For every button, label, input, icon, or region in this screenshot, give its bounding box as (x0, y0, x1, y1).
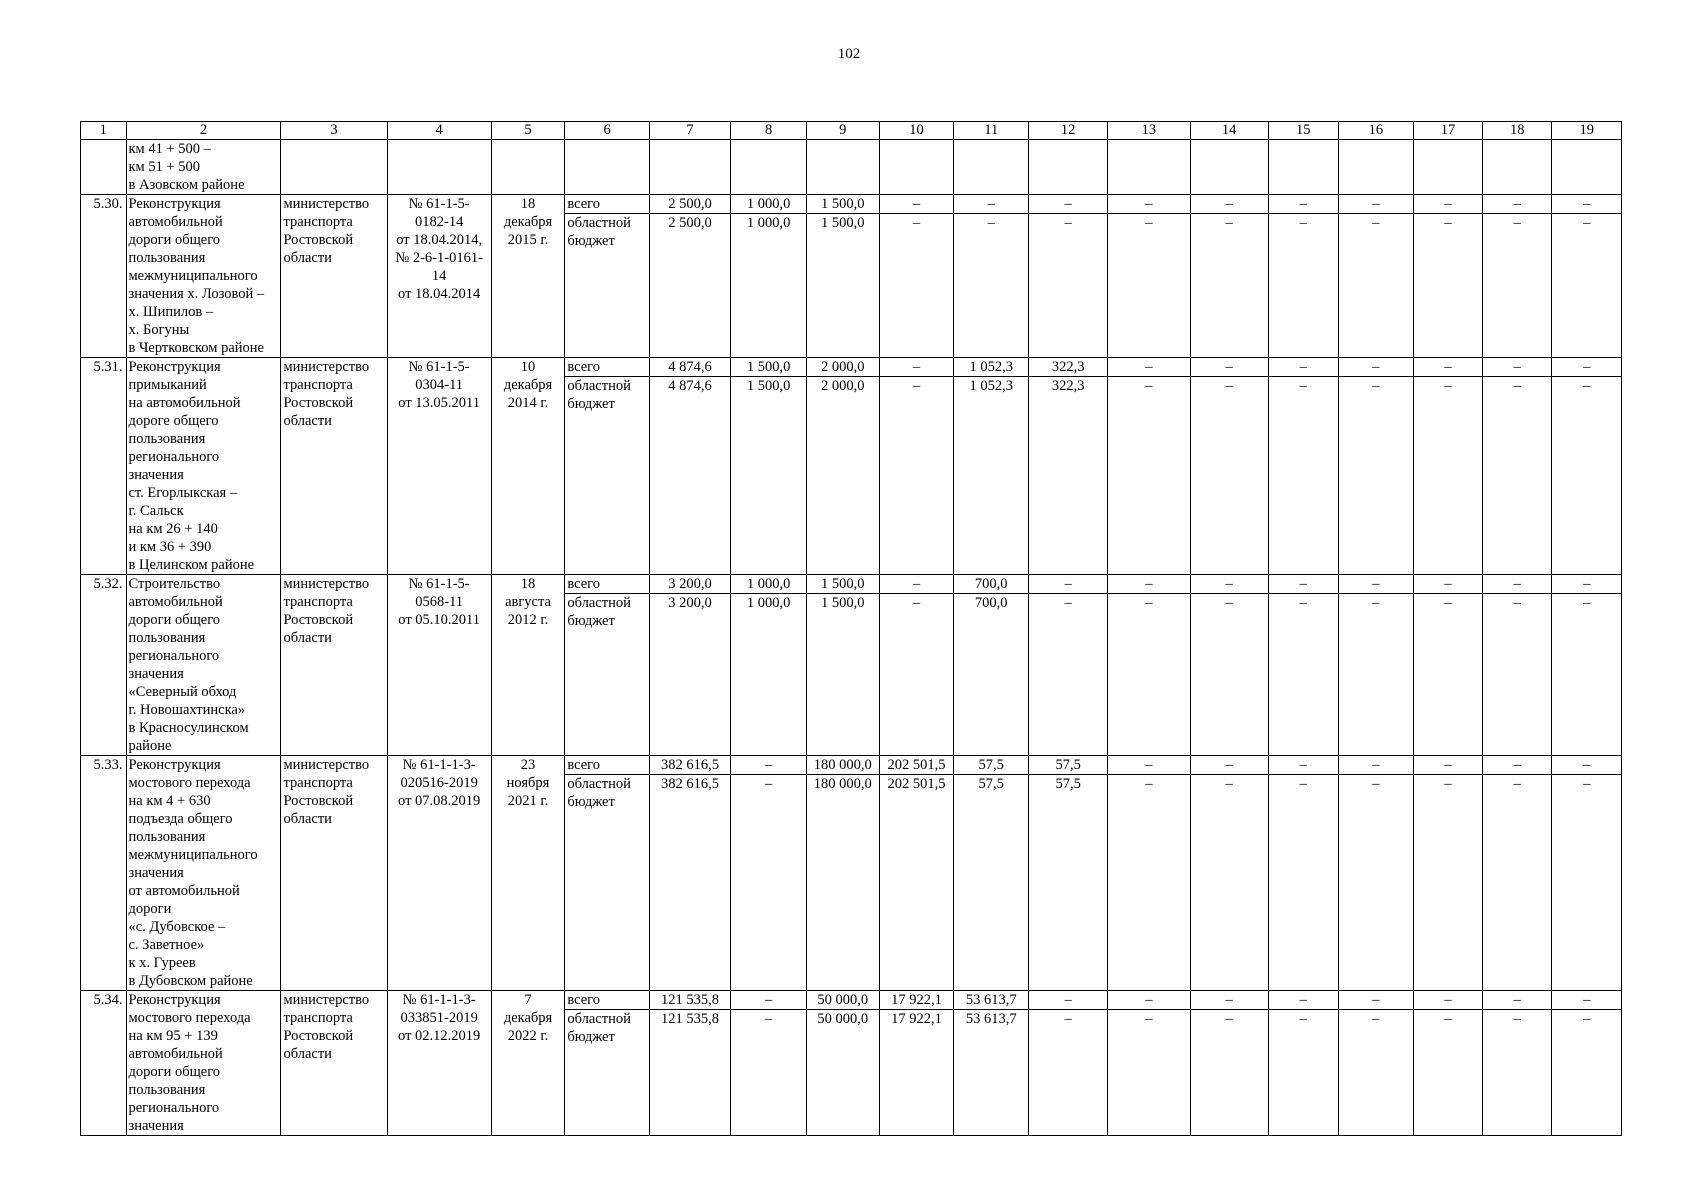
amount-cell: 180 000,0 (806, 775, 879, 991)
amount-cell: – (1268, 377, 1338, 575)
amount-cell: – (1190, 377, 1268, 575)
amount-cell: – (1483, 214, 1552, 358)
investment-table (80, 121, 1622, 1136)
amount-cell: – (731, 756, 807, 775)
amount-cell: 180 000,0 (806, 756, 879, 775)
amount-cell: 202 501,5 (879, 775, 954, 991)
amount-cell: – (1029, 1010, 1108, 1136)
column-number-header: 16 (1339, 122, 1414, 140)
amount-cell: – (1190, 358, 1268, 377)
amount-cell: – (1029, 195, 1108, 214)
column-number-header: 19 (1552, 122, 1622, 140)
amount-cell: – (1190, 195, 1268, 214)
row-number: 5.31. (81, 358, 127, 575)
table-cell (1190, 140, 1268, 195)
amount-cell: – (1483, 377, 1552, 575)
object-name: Реконструкция автомобильной дороги общего пользования межмуниципального значения х. Лозовой – х. Шипилов – х. Богуны в Чертковском районе (126, 195, 281, 358)
amount-cell: 1 000,0 (731, 594, 807, 756)
object-name: Реконструкция примыканий на автомобильной дороге общего пользования регионального значения ст. Егорлыкская – г. Сальск на км 26 + 140 и км 36 + 390 в Целинском районе (126, 358, 281, 575)
amount-cell: – (1413, 358, 1482, 377)
column-number-header: 14 (1190, 122, 1268, 140)
amount-cell: 121 535,8 (649, 1010, 730, 1136)
table-cell (1268, 140, 1338, 195)
column-number-header: 15 (1268, 122, 1338, 140)
amount-cell: – (1339, 775, 1414, 991)
funding-source-regional: областной бюджет (565, 377, 650, 575)
object-name: Реконструкция мостового перехода на км 4 + 630 подъезда общего пользования межмуниципального значения от автомобильной дороги «с. Дубовское – с. Заветное» к х. Гуреев в Дубовском районе (126, 756, 281, 991)
amount-cell: 17 922,1 (879, 1010, 954, 1136)
amount-cell: – (1339, 575, 1414, 594)
amount-cell: – (1483, 775, 1552, 991)
table-cell (1483, 140, 1552, 195)
amount-cell: – (1108, 195, 1190, 214)
column-number-header: 18 (1483, 122, 1552, 140)
funding-source-regional: областной бюджет (565, 594, 650, 756)
amount-cell: – (1190, 775, 1268, 991)
amount-cell: – (1339, 195, 1414, 214)
amount-cell: 57,5 (954, 756, 1029, 775)
funding-source-total: всего (565, 195, 650, 214)
amount-cell: 4 874,6 (649, 377, 730, 575)
table-cell (1339, 140, 1414, 195)
funding-source-regional: областной бюджет (565, 214, 650, 358)
table-cell (1413, 140, 1482, 195)
customer: министерство транспорта Ростовской области (281, 358, 387, 575)
amount-cell: – (1108, 775, 1190, 991)
amount-cell: – (1108, 594, 1190, 756)
table-cell (806, 140, 879, 195)
amount-cell: – (1483, 756, 1552, 775)
column-number-header: 6 (565, 122, 650, 140)
amount-cell: – (1552, 195, 1622, 214)
amount-cell: – (1190, 214, 1268, 358)
amount-cell: 57,5 (1029, 756, 1108, 775)
completion-date: 23 ноября 2021 г. (491, 756, 565, 991)
amount-cell: – (1552, 775, 1622, 991)
amount-cell: – (1552, 594, 1622, 756)
amount-cell: – (1413, 195, 1482, 214)
object-name: Реконструкция мостового перехода на км 95 + 139 автомобильной дороги общего пользования регионального значения (126, 991, 281, 1136)
amount-cell: – (1108, 214, 1190, 358)
amount-cell: 2 500,0 (649, 195, 730, 214)
column-number-header: 4 (387, 122, 491, 140)
funding-source-regional: областной бюджет (565, 1010, 650, 1136)
amount-cell: – (1190, 575, 1268, 594)
table-cell (879, 140, 954, 195)
amount-cell: 1 500,0 (806, 214, 879, 358)
row-number: 5.34. (81, 991, 127, 1136)
amount-cell: – (879, 377, 954, 575)
amount-cell: – (1339, 594, 1414, 756)
amount-cell: 2 500,0 (649, 214, 730, 358)
table-row (81, 991, 1622, 1010)
amount-cell: 1 000,0 (731, 575, 807, 594)
amount-cell: – (1108, 575, 1190, 594)
amount-cell: – (1190, 756, 1268, 775)
amount-cell: – (1268, 775, 1338, 991)
column-number-header: 8 (731, 122, 807, 140)
amount-cell: – (1483, 358, 1552, 377)
amount-cell: – (1413, 991, 1482, 1010)
table-cell (565, 140, 650, 195)
amount-cell: – (731, 1010, 807, 1136)
amount-cell: – (1483, 575, 1552, 594)
amount-cell: 3 200,0 (649, 594, 730, 756)
amount-cell: – (1108, 756, 1190, 775)
column-number-header: 5 (491, 122, 565, 140)
expertise-document: № 61-1-5- 0182-14 от 18.04.2014, № 2-6-1-0161- 14 от 18.04.2014 (387, 195, 491, 358)
table-cell (387, 140, 491, 195)
amount-cell: 1 052,3 (954, 377, 1029, 575)
table-cell (1029, 140, 1108, 195)
amount-cell: 1 500,0 (731, 358, 807, 377)
amount-cell: – (1339, 358, 1414, 377)
funding-source-total: всего (565, 756, 650, 775)
column-number-header: 9 (806, 122, 879, 140)
amount-cell: 700,0 (954, 575, 1029, 594)
amount-cell: – (954, 195, 1029, 214)
amount-cell: 1 500,0 (731, 377, 807, 575)
column-number-header: 3 (281, 122, 387, 140)
amount-cell: – (1413, 377, 1482, 575)
amount-cell: 2 000,0 (806, 358, 879, 377)
amount-cell: – (1413, 756, 1482, 775)
amount-cell: – (1413, 1010, 1482, 1136)
amount-cell: – (1552, 575, 1622, 594)
amount-cell: – (1108, 358, 1190, 377)
amount-cell: 1 500,0 (806, 575, 879, 594)
column-number-header: 11 (954, 122, 1029, 140)
amount-cell: – (1339, 756, 1414, 775)
amount-cell: – (1029, 991, 1108, 1010)
amount-cell: 3 200,0 (649, 575, 730, 594)
object-name: Строительство автомобильной дороги общего пользования регионального значения «Северный обход г. Новошахтинска» в Красносулинском районе (126, 575, 281, 756)
amount-cell: – (1029, 575, 1108, 594)
table-row (81, 195, 1622, 214)
column-number-header: 17 (1413, 122, 1482, 140)
expertise-document: № 61-1-1-3- 020516-2019 от 07.08.2019 (387, 756, 491, 991)
amount-cell: 322,3 (1029, 377, 1108, 575)
amount-cell: – (1268, 1010, 1338, 1136)
amount-cell: 382 616,5 (649, 756, 730, 775)
amount-cell: 322,3 (1029, 358, 1108, 377)
column-number-header: 7 (649, 122, 730, 140)
page-number: 102 (837, 46, 861, 62)
amount-cell: – (1268, 214, 1338, 358)
funding-source-total: всего (565, 358, 650, 377)
amount-cell: 121 535,8 (649, 991, 730, 1010)
amount-cell: – (1413, 214, 1482, 358)
amount-cell: – (1268, 358, 1338, 377)
column-number-header: 12 (1029, 122, 1108, 140)
expertise-document: № 61-1-5- 0304-11 от 13.05.2011 (387, 358, 491, 575)
amount-cell: – (879, 575, 954, 594)
amount-cell: – (1339, 1010, 1414, 1136)
table-row (81, 756, 1622, 775)
completion-date: 18 августа 2012 г. (491, 575, 565, 756)
table-cell (1108, 140, 1190, 195)
amount-cell: 50 000,0 (806, 991, 879, 1010)
amount-cell: – (1339, 991, 1414, 1010)
table-cell (1552, 140, 1622, 195)
amount-cell: – (1483, 594, 1552, 756)
amount-cell: 53 613,7 (954, 991, 1029, 1010)
amount-cell: 57,5 (1029, 775, 1108, 991)
amount-cell: – (879, 195, 954, 214)
amount-cell: 202 501,5 (879, 756, 954, 775)
amount-cell: – (1268, 991, 1338, 1010)
amount-cell: – (1268, 756, 1338, 775)
amount-cell: – (1552, 991, 1622, 1010)
completion-date: 18 декабря 2015 г. (491, 195, 565, 358)
amount-cell: – (879, 358, 954, 377)
amount-cell: – (1339, 377, 1414, 575)
customer: министерство транспорта Ростовской области (281, 195, 387, 358)
amount-cell: – (1268, 195, 1338, 214)
amount-cell: – (1029, 594, 1108, 756)
amount-cell: – (1268, 594, 1338, 756)
column-number-header: 10 (879, 122, 954, 140)
amount-cell: – (1413, 594, 1482, 756)
funding-source-total: всего (565, 991, 650, 1010)
amount-cell: 2 000,0 (806, 377, 879, 575)
amount-cell: – (1552, 1010, 1622, 1136)
amount-cell: – (1339, 214, 1414, 358)
amount-cell: – (1413, 575, 1482, 594)
column-number-header: 1 (81, 122, 127, 140)
amount-cell: – (1190, 1010, 1268, 1136)
amount-cell: 700,0 (954, 594, 1029, 756)
table-cell (954, 140, 1029, 195)
amount-cell: 1 052,3 (954, 358, 1029, 377)
row-number: 5.33. (81, 756, 127, 991)
column-number-header: 2 (126, 122, 281, 140)
amount-cell: 53 613,7 (954, 1010, 1029, 1136)
amount-cell: – (731, 991, 807, 1010)
amount-cell: – (731, 775, 807, 991)
amount-cell: 382 616,5 (649, 775, 730, 991)
table-cell (649, 140, 730, 195)
amount-cell: – (1108, 377, 1190, 575)
amount-cell: – (954, 214, 1029, 358)
amount-cell: – (879, 214, 954, 358)
amount-cell: 1 500,0 (806, 594, 879, 756)
column-number-header: 13 (1108, 122, 1190, 140)
amount-cell: – (1190, 594, 1268, 756)
object-name-continuation: км 41 + 500 – км 51 + 500 в Азовском районе (126, 140, 281, 195)
table-row (81, 575, 1622, 594)
table-cell (81, 140, 127, 195)
customer: министерство транспорта Ростовской области (281, 991, 387, 1136)
amount-cell: – (1029, 214, 1108, 358)
amount-cell: – (1413, 775, 1482, 991)
amount-cell: – (1108, 1010, 1190, 1136)
amount-cell: 50 000,0 (806, 1010, 879, 1136)
header-row (81, 122, 1622, 140)
continuation-row (81, 140, 1622, 195)
amount-cell: – (1552, 756, 1622, 775)
table-cell (731, 140, 807, 195)
amount-cell: – (1552, 358, 1622, 377)
amount-cell: – (1108, 991, 1190, 1010)
amount-cell: 1 500,0 (806, 195, 879, 214)
table-row (81, 358, 1622, 377)
amount-cell: 1 000,0 (731, 214, 807, 358)
amount-cell: – (1483, 1010, 1552, 1136)
amount-cell: – (1483, 991, 1552, 1010)
amount-cell: – (1190, 991, 1268, 1010)
amount-cell: – (1268, 575, 1338, 594)
amount-cell: – (1552, 377, 1622, 575)
funding-source-total: всего (565, 575, 650, 594)
completion-date: 10 декабря 2014 г. (491, 358, 565, 575)
funding-source-regional: областной бюджет (565, 775, 650, 991)
customer: министерство транспорта Ростовской области (281, 575, 387, 756)
amount-cell: – (1483, 195, 1552, 214)
amount-cell: 57,5 (954, 775, 1029, 991)
completion-date: 7 декабря 2022 г. (491, 991, 565, 1136)
amount-cell: – (879, 594, 954, 756)
customer: министерство транспорта Ростовской области (281, 756, 387, 991)
table-cell (281, 140, 387, 195)
amount-cell: 1 000,0 (731, 195, 807, 214)
amount-cell: 17 922,1 (879, 991, 954, 1010)
table-cell (491, 140, 565, 195)
row-number: 5.32. (81, 575, 127, 756)
row-number: 5.30. (81, 195, 127, 358)
amount-cell: 4 874,6 (649, 358, 730, 377)
expertise-document: № 61-1-1-3- 033851-2019 от 02.12.2019 (387, 991, 491, 1136)
amount-cell: – (1552, 214, 1622, 358)
expertise-document: № 61-1-5- 0568-11 от 05.10.2011 (387, 575, 491, 756)
